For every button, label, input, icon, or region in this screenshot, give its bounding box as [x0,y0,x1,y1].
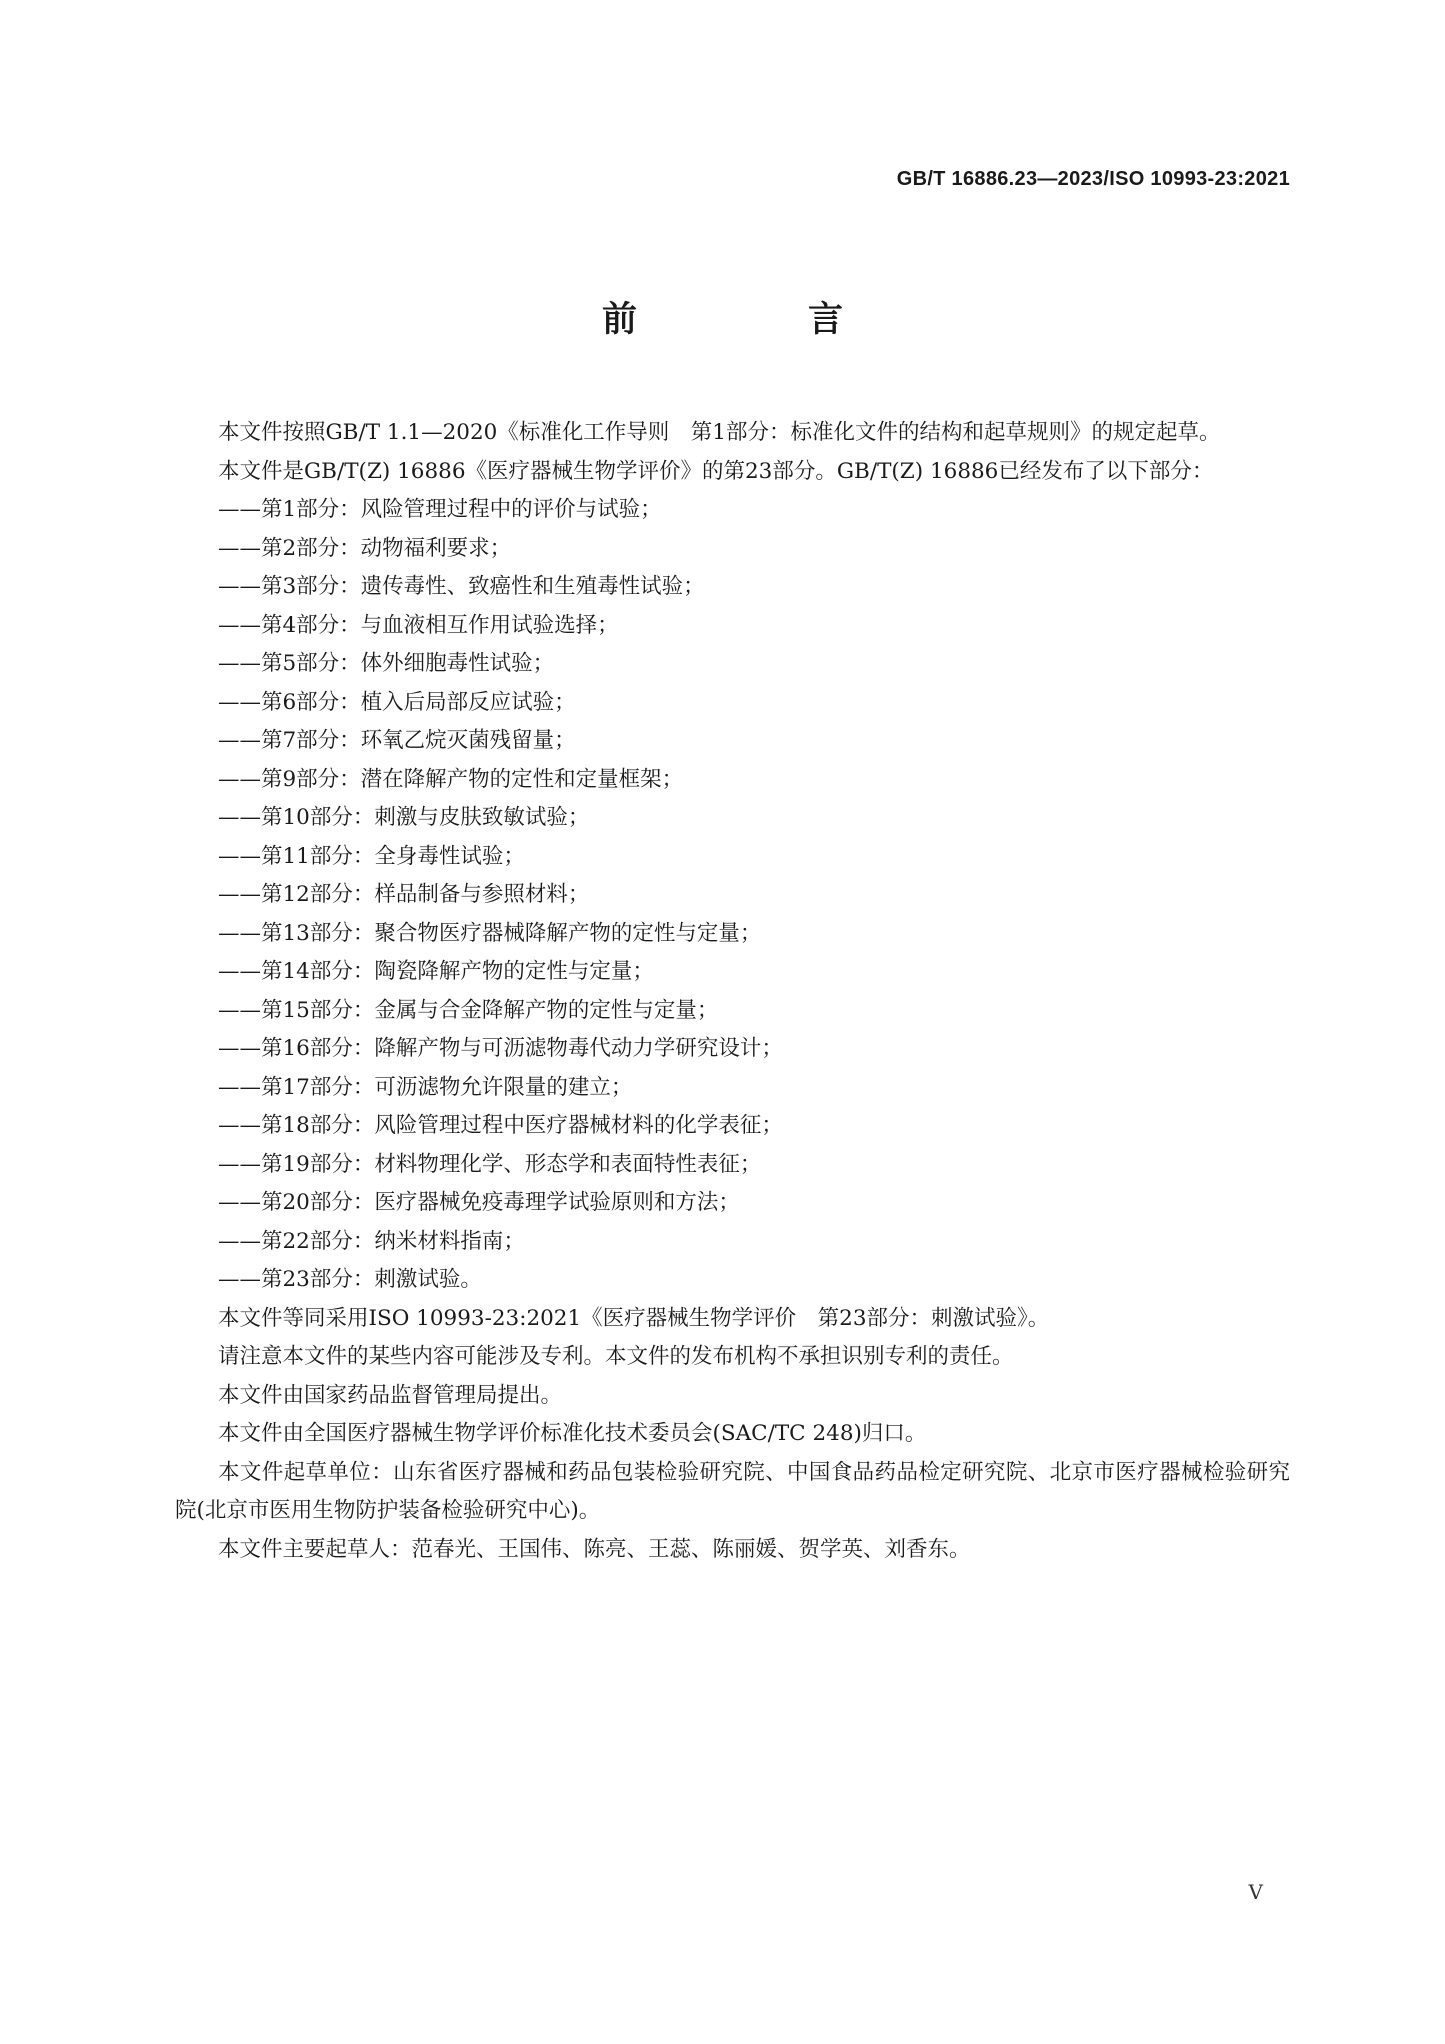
proposer-statement: 本文件由国家药品监督管理局提出。 [218,1382,563,1408]
patent-notice: 请注意本文件的某些内容可能涉及专利。本文件的发布机构不承担识别专利的责任。 [218,1344,1014,1369]
list-item: ——第1部分：风险管理过程中的评价与试验； [218,497,662,522]
list-item: ——第7部分：环氧乙烷灭菌残留量； [218,728,576,753]
list-item: ——第16部分：降解产物与可沥滤物毒代动力学研究设计； [218,1036,783,1061]
drafters: 本文件主要起草人：范春光、王国伟、陈亮、王蕊、陈丽媛、贺学英、刘香东。 [218,1536,971,1562]
list-item: ——第2部分：动物福利要求； [218,535,512,561]
adoption-statement: 本文件等同采用ISO 10993-23:2021《医疗器械生物学评价 第23部分：刺激试验》。 [218,1305,1050,1331]
intro-paragraph: 本文件是GB/T(Z) 16886《医疗器械生物学评价》的第23部分。GB/T(Z) 16886已经发布了以下部分： [218,458,1214,484]
list-item: ——第22部分：纳米材料指南； [218,1228,525,1254]
list-item: ——第23部分：刺激试验。 [218,1267,482,1292]
list-item: ——第11部分：全身毒性试验； [218,843,525,869]
intro-paragraph: 本文件按照GB/T 1.1—2020《标准化工作导则 第1部分：标准化文件的结构和起草规则》的规定起草。 [218,420,1221,445]
list-item: ——第12部分：样品制备与参照材料； [218,882,590,907]
list-item: ——第15部分：金属与合金降解产物的定性与定量； [218,997,719,1023]
list-item: ——第17部分：可沥滤物允许限量的建立； [218,1074,633,1100]
standard-code: GB/T 16886.23—2023/ISO 10993-23:2021 [896,168,1290,190]
list-item: ——第18部分：风险管理过程中医疗器械材料的化学表征； [218,1113,783,1138]
list-item: ——第10部分：刺激与皮肤致敏试验； [218,805,590,830]
drafting-units: 本文件起草单位：山东省医疗器械和药品包装检验研究院、中国食品药品检定研究院、北京市医疗器械检验研究院(北京市医用生物防护装备检验研究中心)。 [175,1459,1290,1523]
list-item: ——第19部分：材料物理化学、形态学和表面特性表征； [218,1151,762,1177]
list-item: ——第9部分：潜在降解产物的定性和定量框架； [218,766,684,792]
list-item: ——第3部分：遗传毒性、致癌性和生殖毒性试验； [218,574,705,599]
list-item: ——第6部分：植入后局部反应试验； [218,689,576,715]
parts-list [175,491,1290,1300]
page-title: 前 言 [601,300,911,340]
page-number: V [1248,1880,1263,1904]
list-item: ——第14部分：陶瓷降解产物的定性与定量； [218,959,654,984]
list-item: ——第20部分：医疗器械免疫毒理学试验原则和方法； [218,1190,740,1215]
committee-statement: 本文件由全国医疗器械生物学评价标准化技术委员会(SAC/TC 248)归口。 [218,1421,927,1446]
list-item: ——第4部分：与血液相互作用试验选择； [218,612,619,638]
list-item: ——第5部分：体外细胞毒性试验； [218,651,555,676]
list-item: ——第13部分：聚合物医疗器械降解产物的定性与定量； [218,920,762,946]
document-body [175,414,1290,1569]
